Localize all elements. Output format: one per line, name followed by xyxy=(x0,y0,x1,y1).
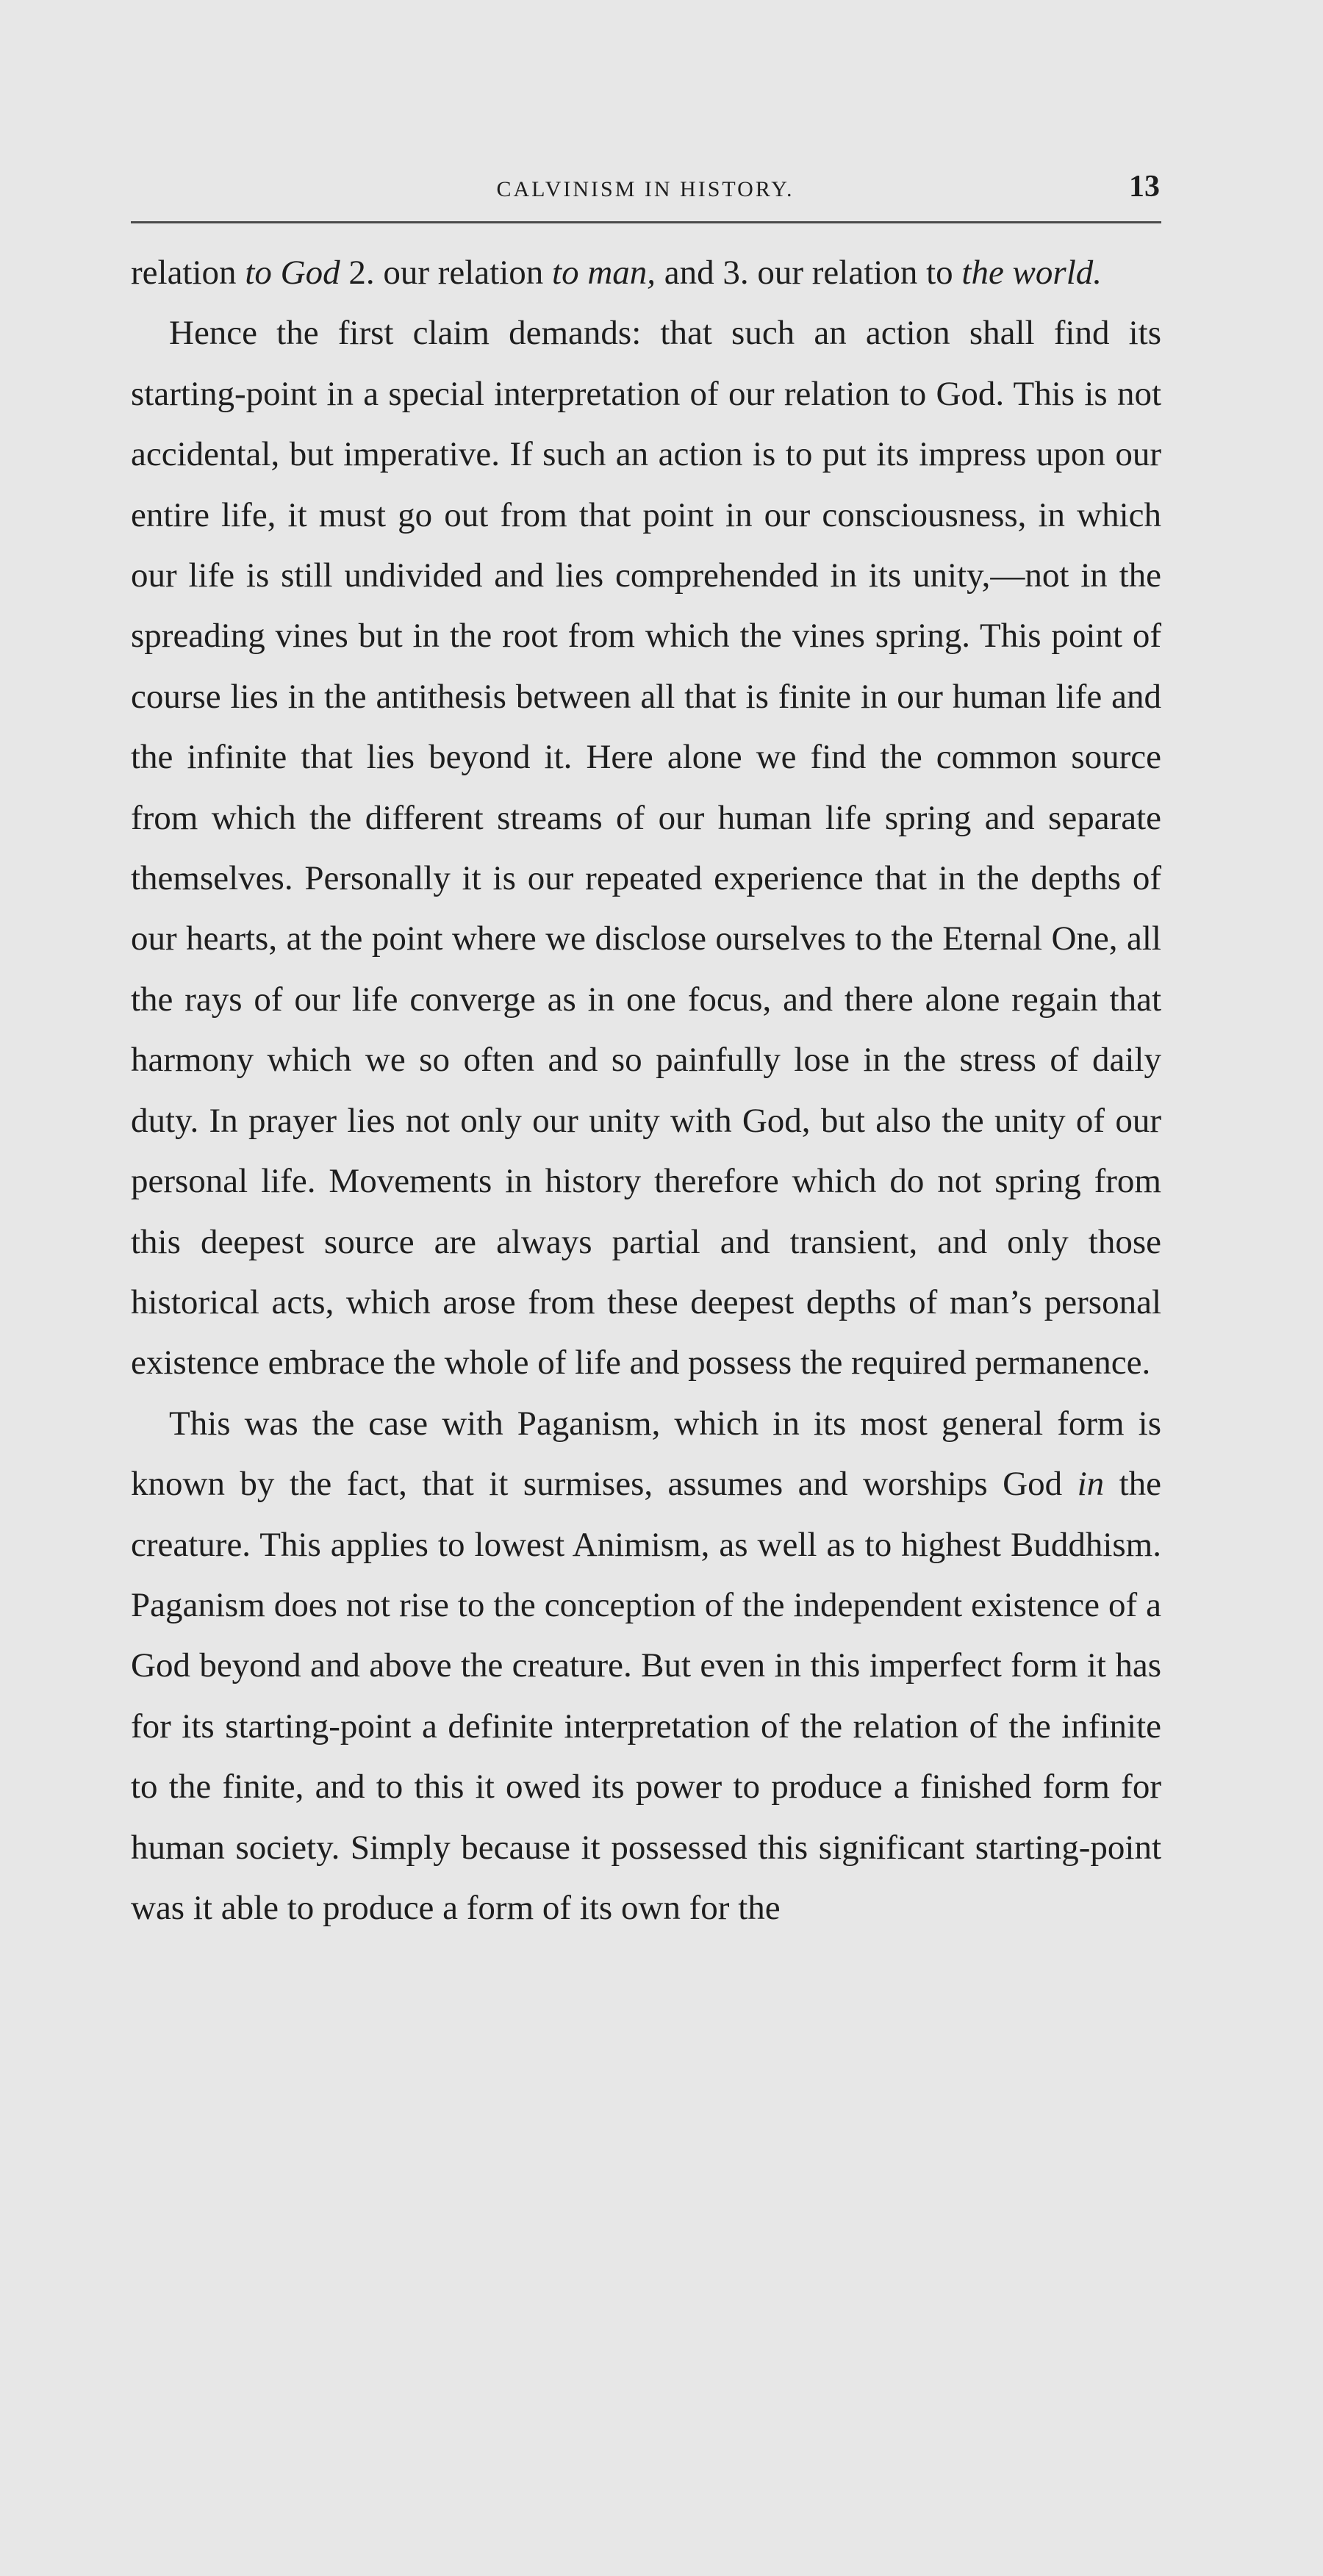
italic-span: to God xyxy=(245,254,340,292)
paragraph-2 xyxy=(131,303,1161,1393)
italic-span: to man, xyxy=(552,254,656,292)
text-span: and 3. our relation to xyxy=(656,254,962,292)
text-span: Hence the first claim demands: that such an action shall find its starting-point in a special interpretation of our relation to God. This is not accidental, but imperative. If such an action is to put its impress upon our entire life, it must go out from that point in our consciousness, in which our life is still undivided and lies comprehended in its unity,—not in the spreading vines but in the root from which the vines spring. This point of course lies in the antithesis between all that is finite in our human life and the infinite that lies beyond it. Here alone we find the common source from which the different streams of our human life spring and separate themselves. Personally it is our repeated experience that in the depths of our hearts, at the point where we disclose ourselves to the Eternal One, all the rays of our life converge as in one focus, and there alone regain that harmony which we so often and so painfully lose in the stress of daily duty. In prayer lies not only our unity with God, but also the unity of our personal life. Movements in history therefore which do not spring from this deepest source are always partial and transient, and only those historical acts, which arose from these deepest depths of man’s personal existence embrace the whole of life and possess the required permanence. xyxy=(131,314,1161,1382)
text-span: the creature. This applies to lowest Animism, as well as to highest Buddhism. Paganism does not rise to the conception of the independent existence of a God beyond and above the creature. But even in this imperfect form it has for its starting-point a definite interpretation of the relation of the infinite to the finite, and to this it owed its power to produce a finished form for human society. Simply because it possessed this significant starting-point was it able to produce a form of its own for the xyxy=(131,1465,1161,1927)
paragraph-1 xyxy=(131,243,1161,303)
running-title: CALVINISM IN HISTORY. xyxy=(496,177,795,201)
italic-span: in xyxy=(1077,1465,1105,1504)
text-span: This was the case with Paganism, which in its most general form is known by the fact, that it surmises, assumes and worships God xyxy=(131,1404,1161,1504)
paragraph-3 xyxy=(131,1393,1161,1939)
italic-span: the world. xyxy=(961,254,1102,292)
header-rule xyxy=(131,221,1161,223)
text-span: relation xyxy=(131,254,245,292)
page-number: 13 xyxy=(1129,170,1160,204)
running-head xyxy=(131,169,1160,213)
body-text xyxy=(131,243,1161,1938)
text-span: 2. our relation xyxy=(340,254,553,292)
